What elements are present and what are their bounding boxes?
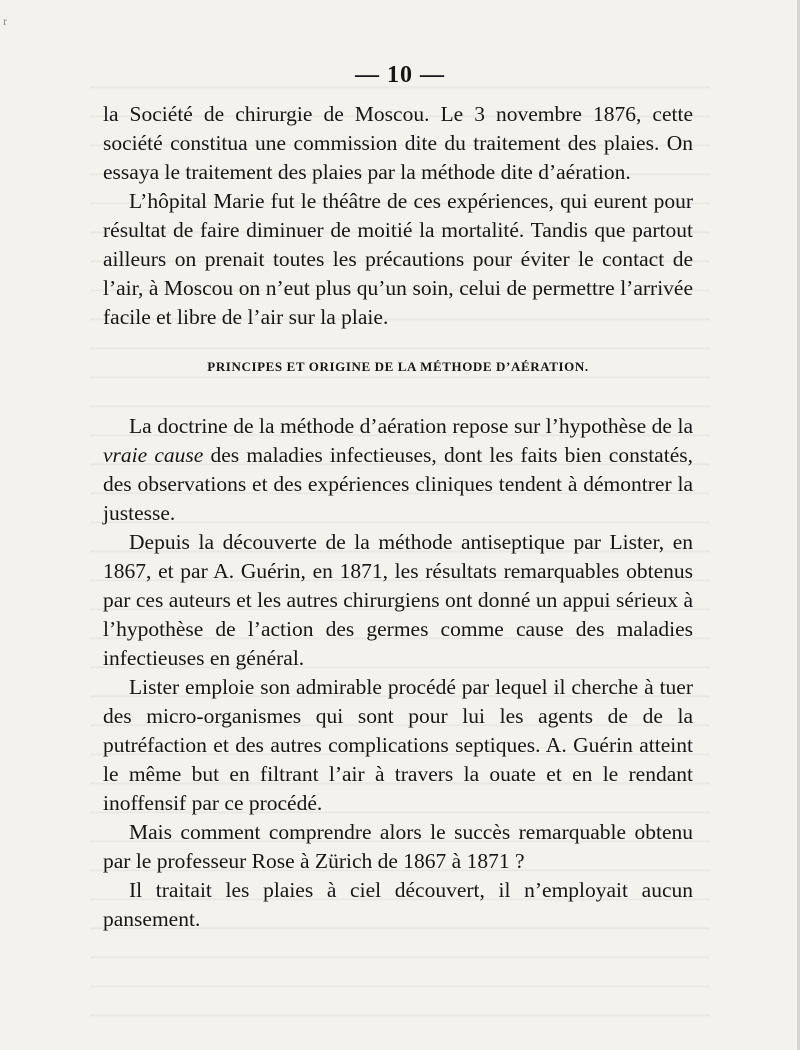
paragraph-ciel-decouvert: Il traitait les plaies à ciel découvert, il n’employait aucun pansement. — [103, 878, 693, 931]
paragraph-doctrine — [103, 412, 693, 528]
paragraph-hopital-marie: L’hôpital Marie fut le théâtre de ces expériences, qui eurent pour résultat de faire diminuer de moitié la mortalité. Tandis que partout ailleurs on prenait toutes les précautions pour éviter le contact de l’air, à Moscou on n’eut plus qu’un soin, celui de permettre l’arrivée facile et libre de l’air sur la plaie. — [103, 189, 693, 329]
section-heading: PRINCIPES ET ORIGINE DE LA MÉTHODE D’AÉRATION. — [207, 359, 589, 374]
paragraph-lister-guerin: Depuis la découverte de la méthode antiseptique par Lister, en 1867, et par A. Guérin, en 1871, les résultats remarquables obtenus par ces auteurs et les autres chirurgiens ont donné un appui sérieux à l’hypothèse de l’action des germes comme cause des maladies infectieuses en général. — [103, 530, 693, 670]
paragraph-rose-zurich: Mais comment comprendre alors le succès remarquable obtenu par le professeur Rose à Zürich de 1867 à 1871 ? — [103, 820, 693, 873]
doctrine-text-start: La doctrine de la méthode d’aération repose sur l’hypothèse de la — [129, 414, 693, 438]
paragraph-lister-procede: Lister emploie son admirable procédé par lequel il cherche à tuer des micro-organismes qui sont pour lui les agents de de la putréfaction et des autres complications septiques. A. Guérin atteint le même but en filtrant l’air à travers la ouate et en le rendant inoffensif par ce procédé. — [103, 675, 693, 815]
doctrine-text-end: des maladies infectieuses, dont les faits bien constatés, des observations et des expériences cliniques tendent à démontrer la justesse. — [103, 443, 693, 525]
corner-mark: r — [3, 14, 7, 28]
page-number: — 10 — — [355, 62, 445, 88]
emphasis-vraie-cause: vraie cause — [103, 443, 204, 467]
paragraph-continuation: la Société de chirurgie de Moscou. Le 3 novembre 1876, cette société constitua une commission dite du traitement des plaies. On essaya le traitement des plaies par la méthode dite d’aération. — [103, 102, 693, 184]
body-text — [103, 100, 693, 934]
